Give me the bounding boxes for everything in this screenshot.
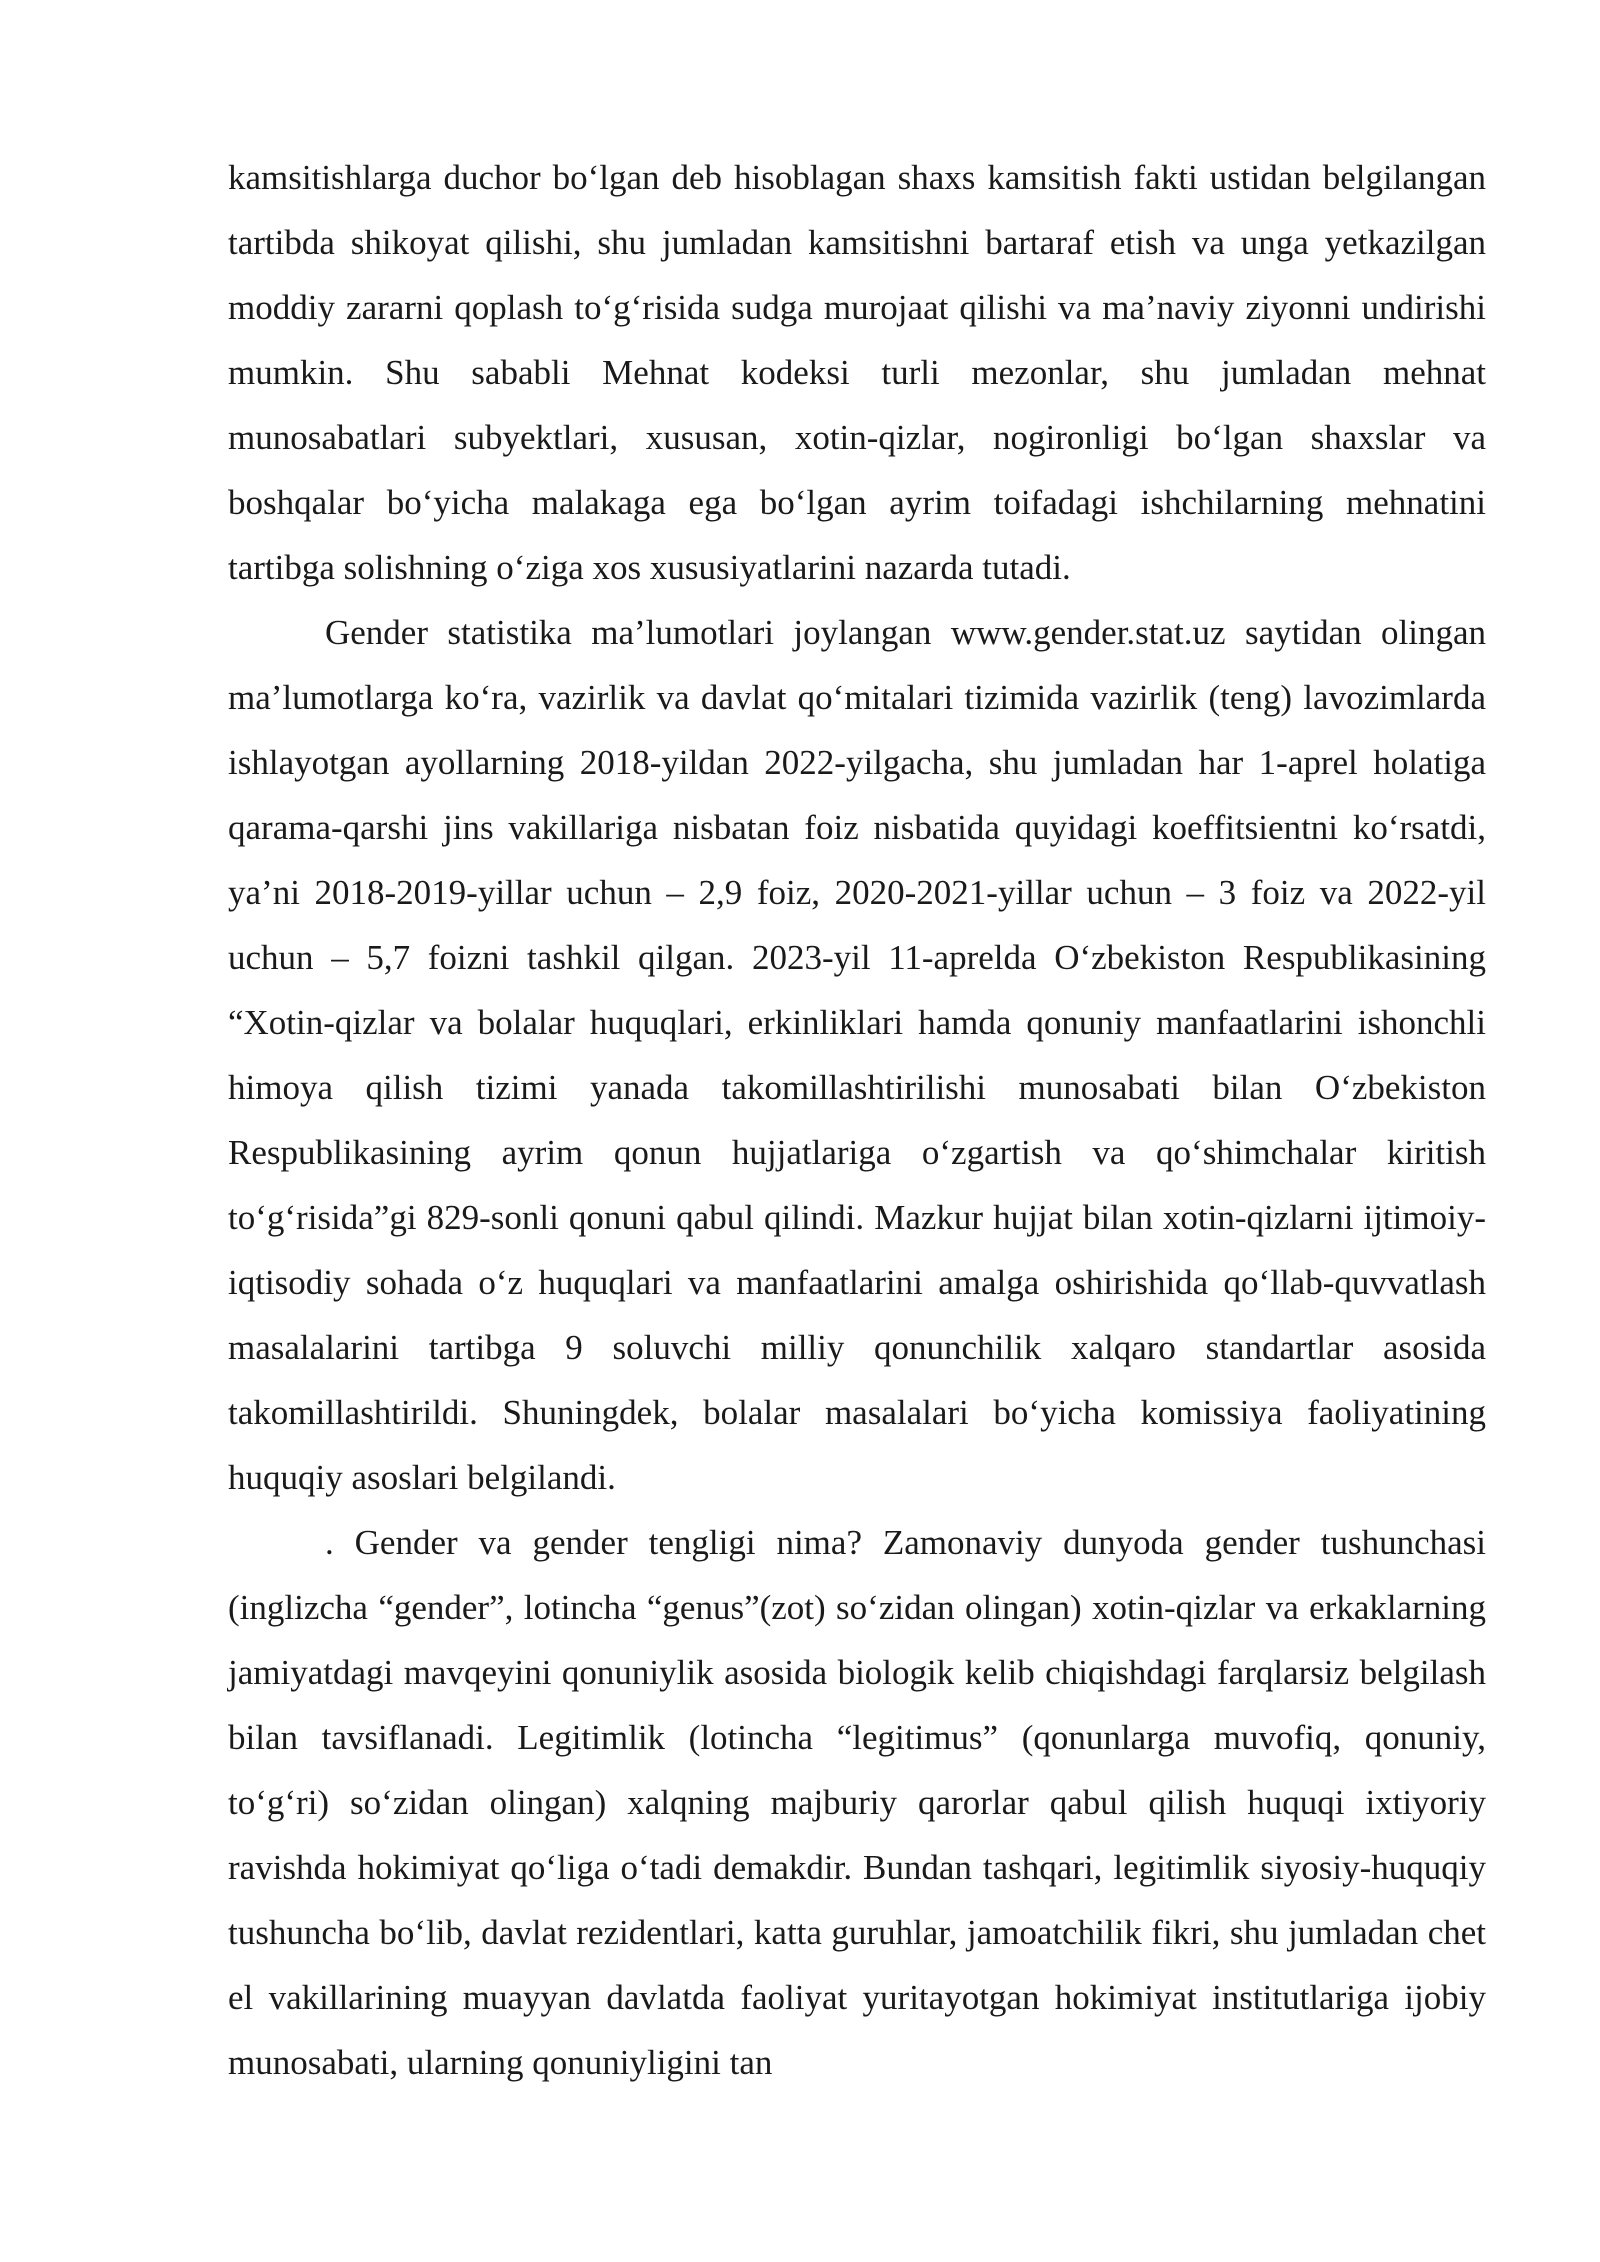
paragraph-continuation: kamsitishlarga duchor bo‘lgan deb hisoblagan shaxs kamsitish fakti ustidan belgilangan tartibda shikoyat qilishi, shu jumladan kamsitishni bartaraf etish va unga yetkazilgan moddiy zararni qoplash to‘g‘risida sudga murojaat qilishi va ma’naviy ziyonni undirishi mumkin. Shu sababli Mehnat kodeksi turli mezonlar, shu jumladan mehnat munosabatlari subyektlari, xususan, xotin-qizlar, nogironligi bo‘lgan shaxslar va boshqalar bo‘yicha malakaga ega bo‘lgan ayrim toifadagi ishchilarning mehnatini tartibga solishning o‘ziga xos xususiyatlarini nazarda tutadi. bbox=[228, 158, 1486, 587]
paragraph-gender-definition: . Gender va gender tengligi nima? Zamonaviy dunyoda gender tushunchasi (inglizcha “gender”, lotincha “genus”(zot) so‘zidan olingan) xotin-qizlar va erkaklarning jamiyatdagi mavqeyini qonuniylik asosida biologik kelib chiqishdagi farqlarsiz belgilash bilan tavsiflanadi. Legitimlik (lotincha “legitimus” (qonunlarga muvofiq, qonuniy, to‘g‘ri) so‘zidan olingan) xalqning majburiy qarorlar qabul qilish huquqi ixtiyoriy ravishda hokimiyat qo‘liga o‘tadi demakdir. Bundan tashqari, legitimlik siyosiy-huquqiy tushuncha bo‘lib, davlat rezidentlari, katta guruhlar, jamoatchilik fikri, shu jumladan chet el vakillarining muayyan davlatda faoliyat yuritayotgan hokimiyat institutlariga ijobiy munosabati, ularning qonuniyligini tan bbox=[228, 1523, 1486, 2082]
document-body bbox=[228, 145, 1486, 2095]
paragraph-gender-statistics: Gender statistika ma’lumotlari joylangan www.gender.stat.uz saytidan olingan ma’lumotlarga ko‘ra, vazirlik va davlat qo‘mitalari tizimida vazirlik (teng) lavozimlarda ishlayotgan ayollarning 2018-yildan 2022-yilgacha, shu jumladan har 1-aprel holatiga qarama-qarshi jins vakillariga nisbatan foiz nisbatida quyidagi koeffitsientni ko‘rsatdi, ya’ni 2018-2019-yillar uchun – 2,9 foiz, 2020-2021-yillar uchun – 3 foiz va 2022-yil uchun – 5,7 foizni tashkil qilgan. 2023-yil 11-aprelda O‘zbekiston Respublikasining “Xotin-qizlar va bolalar huquqlari, erkinliklari hamda qonuniy manfaatlarini ishonchli himoya qilish tizimi yanada takomillashtirilishi munosabati bilan O‘zbekiston Respublikasining ayrim qonun hujjatlariga o‘zgartish va qo‘shimchalar kiritish to‘g‘risida”gi 829-sonli qonuni qabul qilindi. Mazkur hujjat bilan xotin-qizlarni ijtimoiy-iqtisodiy sohada o‘z huquqlari va manfaatlarini amalga oshirishida qo‘llab-quvvatlash masalalarini tartibga 9 soluvchi milliy qonunchilik xalqaro standartlar asosida takomillashtirildi. Shuningdek, bolalar masalalari bo‘yicha komissiya faoliyatining huquqiy asoslari belgilandi. bbox=[228, 613, 1486, 1497]
